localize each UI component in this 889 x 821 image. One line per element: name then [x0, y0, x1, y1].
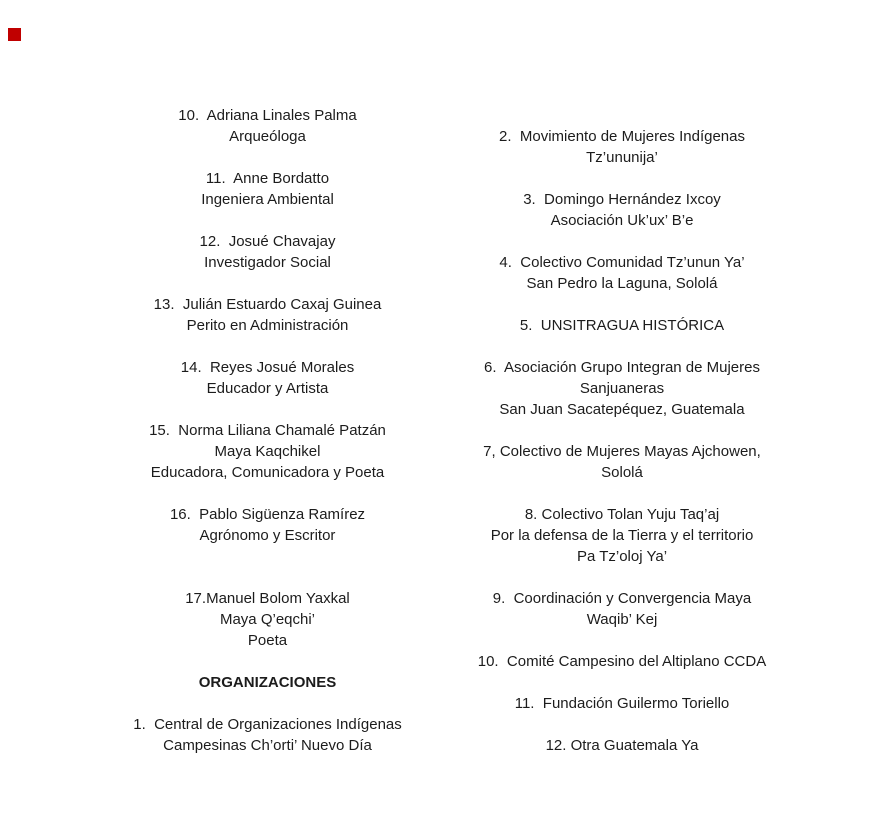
- text-line: Educador y Artista: [206, 380, 329, 397]
- list-item: [60, 714, 475, 756]
- list-item: [452, 441, 792, 483]
- text-line: Maya Kaqchikel: [214, 443, 321, 460]
- list-item: [452, 504, 792, 567]
- list-item: [452, 735, 792, 756]
- list-item: [452, 252, 792, 294]
- left-column: [60, 105, 475, 777]
- list-item: [60, 357, 475, 399]
- text-line: Educadora, Comunicadora y Poeta: [150, 464, 385, 481]
- text-line: Perito en Administración: [186, 317, 349, 334]
- list-item: [452, 651, 792, 672]
- list-item: [60, 231, 475, 273]
- text-line: Pa Tz’oloj Ya’: [576, 548, 668, 565]
- right-column: [452, 126, 792, 777]
- people-list: [60, 105, 475, 651]
- list-item: [452, 357, 792, 420]
- text-line: Asociación Uk’ux’ B’e: [550, 212, 694, 229]
- text-line: Sololá: [601, 464, 643, 481]
- list-item: [452, 588, 792, 630]
- text-line: Maya Q’eqchi’: [219, 611, 316, 628]
- text-line: Agrónomo y Escritor: [199, 527, 336, 544]
- red-square-marker: [8, 28, 21, 41]
- text-line: 15. Norma Liliana Chamalé Patzán: [149, 422, 386, 439]
- text-line: Poeta: [247, 632, 288, 649]
- text-line: 11. Anne Bordatto: [205, 170, 330, 187]
- section-heading: ORGANIZACIONES: [198, 674, 337, 691]
- text-line: 10. Comité Campesino del Altiplano CCDA: [477, 653, 767, 670]
- organizations-list-left: [60, 714, 475, 756]
- list-item: [452, 693, 792, 714]
- text-line: 12. Otra Guatemala Ya: [545, 737, 699, 754]
- text-line: 7, Colectivo de Mujeres Mayas Ajchowen,: [483, 443, 761, 460]
- list-item: [452, 315, 792, 336]
- text-line: 17.Manuel Bolom Yaxkal: [185, 590, 350, 607]
- text-line: 8. Colectivo Tolan Yuju Taq’aj: [524, 506, 720, 523]
- list-item: [60, 504, 475, 546]
- text-line: San Juan Sacatepéquez, Guatemala: [499, 401, 745, 418]
- text-line: 5. UNSITRAGUA HISTÓRICA: [519, 317, 725, 334]
- text-line: San Pedro la Laguna, Sololá: [526, 275, 718, 292]
- text-line: Tz’ununija’: [586, 149, 658, 166]
- text-line: Campesinas Ch’orti’ Nuevo Día: [163, 737, 372, 754]
- organizations-list-right: [452, 126, 792, 756]
- text-line: 9. Coordinación y Convergencia Maya: [492, 590, 752, 607]
- list-item: [60, 105, 475, 147]
- text-line: Ingeniera Ambiental: [201, 191, 334, 208]
- text-line: 1. Central de Organizaciones Indígenas: [133, 716, 402, 733]
- text-line: Investigador Social: [204, 254, 331, 271]
- text-line: 14. Reyes Josué Morales: [180, 359, 355, 376]
- text-line: 2. Movimiento de Mujeres Indígenas: [499, 128, 745, 145]
- list-item: [60, 420, 475, 483]
- text-line: 16. Pablo Sigüenza Ramírez: [169, 506, 366, 523]
- text-line: 10. Adriana Linales Palma: [178, 107, 357, 124]
- text-line: 11. Fundación Guilermo Toriello: [514, 695, 730, 712]
- list-item: [452, 189, 792, 231]
- text-line: Arqueóloga: [229, 128, 306, 145]
- text-line: 6. Asociación Grupo Integran de Mujeres: [484, 359, 760, 376]
- text-line: 4. Colectivo Comunidad Tz’unun Ya’: [499, 254, 745, 271]
- list-item: [60, 294, 475, 336]
- list-item: [60, 588, 475, 651]
- list-item: [452, 126, 792, 168]
- text-line: Waqib’ Kej: [586, 611, 658, 628]
- text-line: 13. Julián Estuardo Caxaj Guinea: [153, 296, 382, 313]
- text-line: Sanjuaneras: [579, 380, 665, 397]
- text-line: Por la defensa de la Tierra y el territorio: [490, 527, 754, 544]
- text-line: 3. Domingo Hernández Ixcoy: [523, 191, 721, 208]
- list-item: [60, 168, 475, 210]
- text-line: 12. Josué Chavajay: [199, 233, 336, 250]
